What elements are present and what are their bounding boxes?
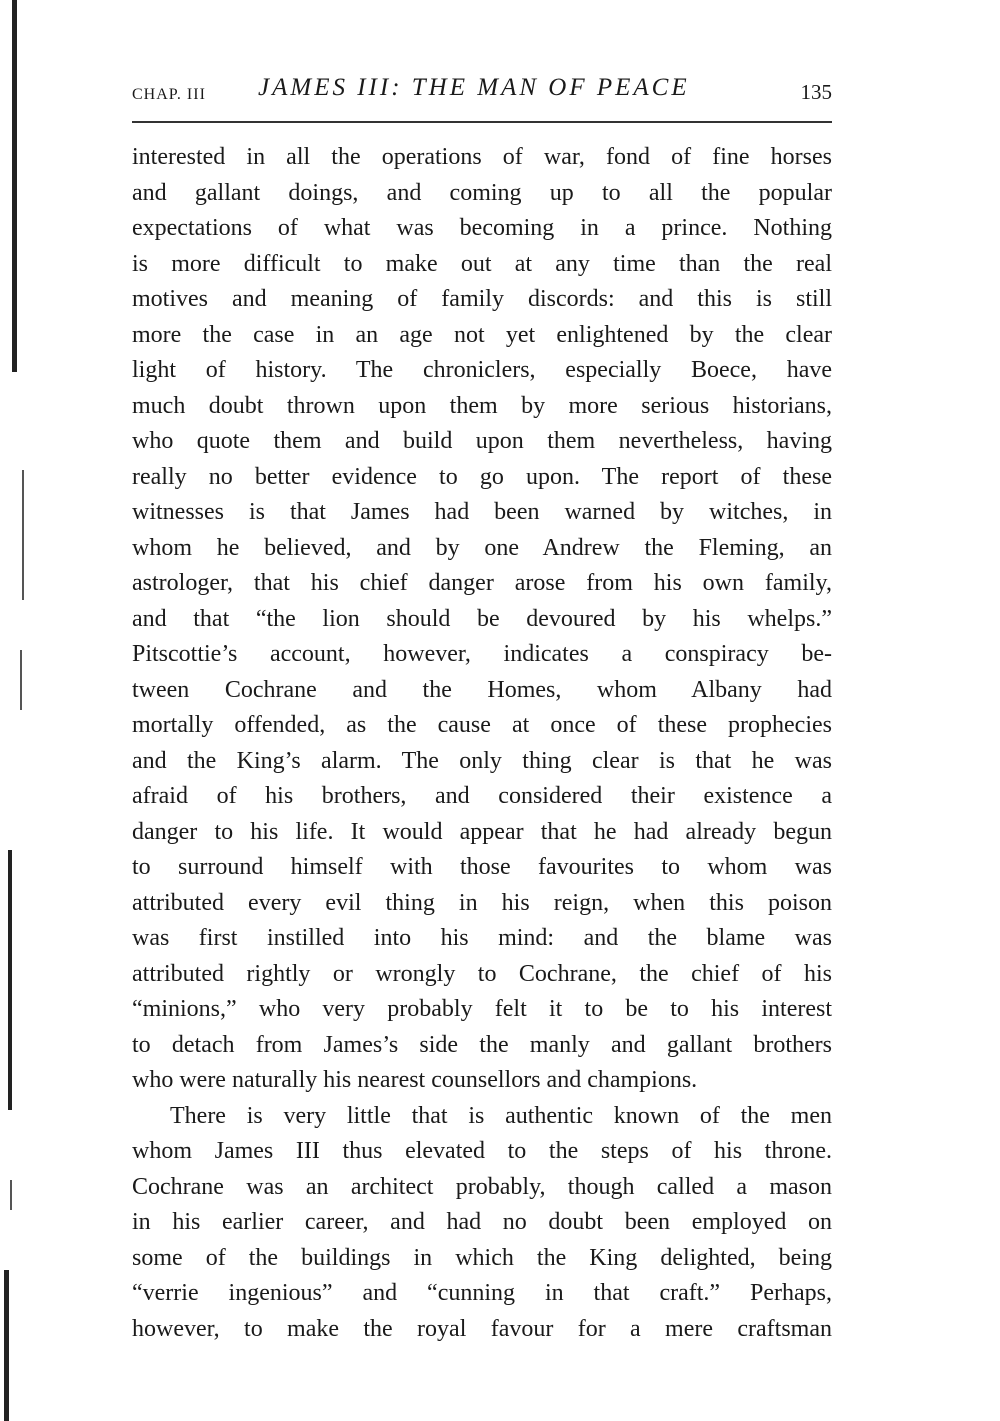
chapter-label: CHAP. III	[132, 86, 206, 103]
text-line: attributed rightly or wrongly to Cochrane, the chief of his	[132, 960, 832, 987]
body-text	[132, 140, 832, 1347]
text-line: expectations of what was becoming in a prince. Nothing	[132, 215, 832, 241]
text-line: is more difficult to make out at any time than the real	[132, 250, 832, 277]
text-line: mortally offended, as the cause at once of these prophecies	[132, 712, 832, 738]
text-line: afraid of his brothers, and considered their existence a	[132, 783, 832, 809]
text-line: in his earlier career, and had no doubt been employed on	[132, 1209, 832, 1235]
text-line: There is very little that is authentic known of the men	[170, 1102, 832, 1129]
text-line: danger to his life. It would appear that he had already begun	[132, 818, 832, 845]
text-line: who were naturally his nearest counsellors and champions.	[132, 1067, 698, 1093]
page-number: 135	[800, 80, 832, 104]
text-line: and that “the lion should be devoured by his whelps.”	[132, 605, 832, 632]
text-line: witnesses is that James had been warned by witches, in	[132, 499, 832, 525]
text-line: was first instilled into his mind: and the blame was	[132, 925, 832, 951]
text-line: interested in all the operations of war, fond of fine horses	[132, 144, 832, 170]
text-line: tween Cochrane and the Homes, whom Albany had	[132, 676, 832, 703]
text-line: astrologer, that his chief danger arose from his own family,	[132, 570, 832, 596]
scan-gutter-mark	[22, 470, 24, 600]
text-line: to surround himself with those favourites to whom was	[132, 854, 832, 880]
text-line: however, to make the royal favour for a mere craftsman	[132, 1315, 832, 1342]
scan-gutter-line	[4, 1270, 9, 1421]
text-line: Pitscottie’s account, however, indicates a conspiracy be-	[132, 641, 832, 667]
paragraph	[132, 1099, 832, 1348]
text-line: some of the buildings in which the King delighted, being	[132, 1244, 832, 1271]
chapter-title: JAMES III: THE MAN OF PEACE	[258, 74, 690, 101]
paragraph	[132, 140, 832, 1099]
text-line: whom he believed, and by one Andrew the Fleming, an	[132, 534, 832, 561]
text-line: much doubt thrown upon them by more serious historians,	[132, 392, 832, 419]
scan-gutter-line	[12, 0, 17, 372]
text-line: really no better evidence to go upon. The report of these	[132, 463, 832, 490]
scan-gutter-line	[8, 850, 12, 1110]
text-line: to detach from James’s side the manly and gallant brothers	[132, 1031, 832, 1058]
text-line: and the King’s alarm. The only thing clear is that he was	[132, 747, 832, 774]
text-line: Cochrane was an architect probably, though called a mason	[132, 1173, 832, 1200]
text-line: who quote them and build upon them nevertheless, having	[132, 428, 832, 454]
text-line: and gallant doings, and coming up to all the popular	[132, 179, 832, 206]
text-line: “minions,” who very probably felt it to be to his interest	[132, 996, 832, 1022]
scan-gutter-mark	[20, 650, 22, 710]
header-rule	[132, 121, 832, 123]
text-line: more the case in an age not yet enlightened by the clear	[132, 321, 832, 348]
text-line: motives and meaning of family discords: and this is still	[132, 286, 832, 312]
running-head	[132, 74, 832, 114]
text-line: light of history. The chroniclers, especially Boece, have	[132, 357, 832, 383]
text-line: whom James III thus elevated to the steps of his throne.	[132, 1138, 832, 1164]
scan-gutter-mark	[10, 1180, 12, 1210]
text-line: attributed every evil thing in his reign, when this poison	[132, 889, 832, 916]
text-line: “verrie ingenious” and “cunning in that craft.” Perhaps,	[132, 1280, 832, 1306]
